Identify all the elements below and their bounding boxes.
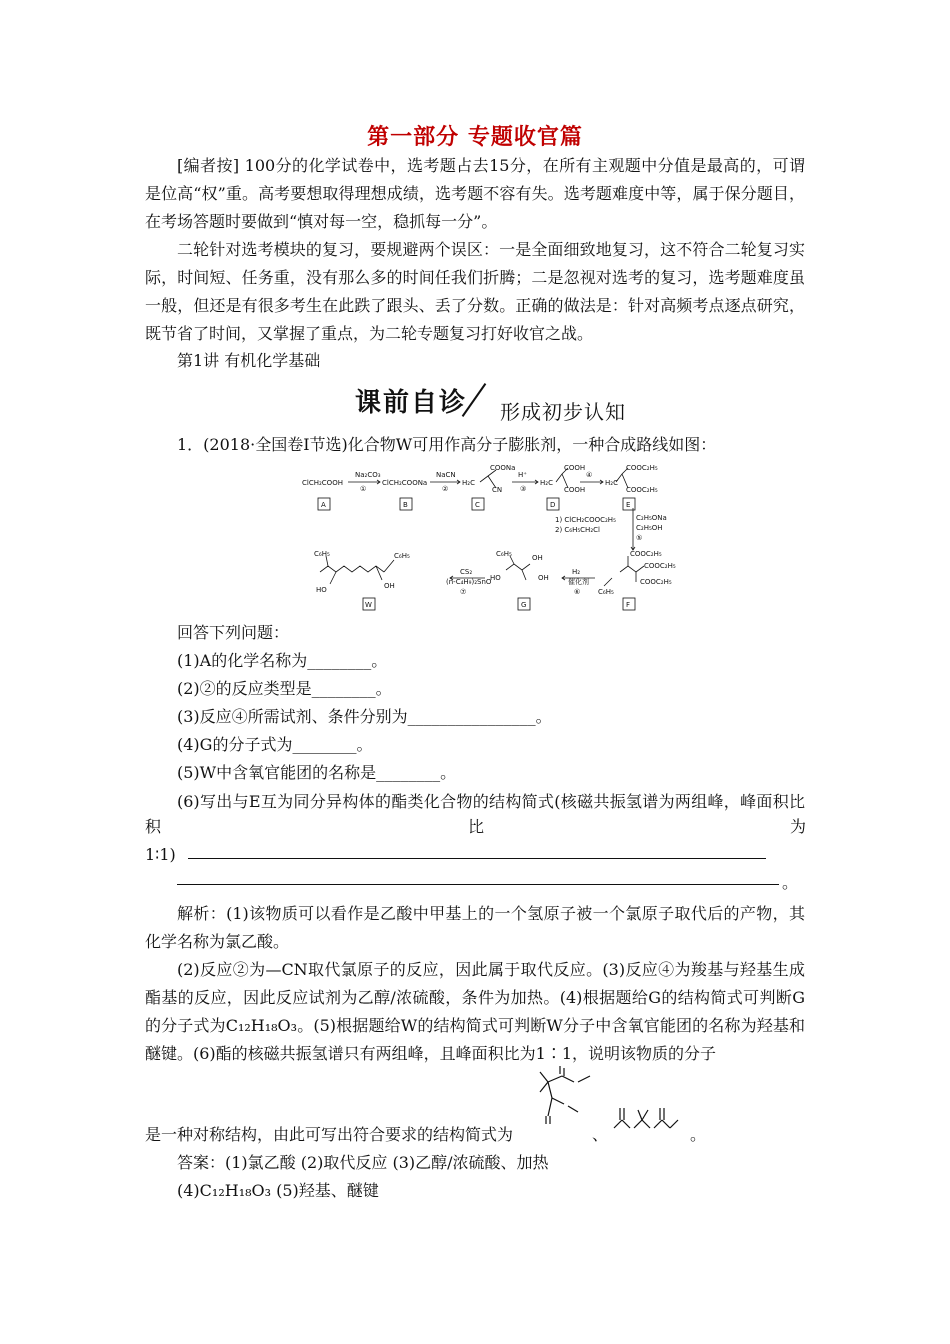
banner-sub: 形成初步认知 — [500, 400, 626, 424]
sub-question-2: (2)②的反应类型是________。 — [177, 679, 392, 698]
reagent-c2h5oh: C₂H₅OH — [636, 524, 663, 532]
scheme-c-coona: COONa — [490, 464, 516, 472]
q6-word-3: 为 — [790, 817, 807, 836]
editor-note: [编者按] 100分的化学试卷中，选考题占去15分，在所有主观题中分值是最高的，可谓是位高“权”重。高考要想取得理想成绩，选考题不容有失。选考题难度中等，属于保分题目，在考场答题时要做到“慎对每一空，稳抓每一分”。 — [145, 156, 805, 231]
answer-blank-1[interactable] — [188, 858, 766, 859]
reagent-step5: ⑤ — [636, 534, 643, 542]
q6-word-2: 比 — [468, 817, 485, 836]
section-banner — [355, 382, 635, 428]
reagent-c2h5ona: C₂H₅ONa — [636, 514, 667, 522]
label-b: B — [403, 501, 408, 509]
reagent-catalyst: 催化剂 — [568, 578, 589, 586]
answer-blank-period: 。 — [782, 873, 799, 892]
scheme-e-ester1: COOC₂H₅ — [626, 464, 658, 472]
scheme-h2c-e: H₂C — [605, 479, 618, 487]
sub-question-1: (1)A的化学名称为________。 — [177, 651, 388, 670]
answer-line-1: 答案：(1)氯乙酸 (2)取代反应 (3)乙醇/浓硫酸、加热 — [177, 1153, 549, 1172]
label-d: D — [550, 501, 556, 509]
label-f: F — [626, 601, 631, 609]
reagent-step7: ⑦ — [460, 588, 467, 596]
synthesis-scheme-svg — [300, 460, 690, 615]
label-e: E — [626, 501, 631, 509]
page-title: 第一部分 专题收官篇 — [367, 125, 583, 150]
analysis-paragraph-1: 解析：(1)该物质可以看作是乙酸中甲基上的一个氢原子被一个氯原子取代后的产物，其化学名称为氯乙酸。 — [145, 904, 805, 951]
question-stem: 1．(2018·全国卷Ⅰ节选)化合物W可用作高分子膨胀剂，一种合成路线如图： — [177, 435, 717, 454]
analysis-paragraph-2: (2)反应②为—CN取代氯原子的反应，因此属于取代反应。(3)反应④为羧基与羟基生成酯基的反应，因此反应试剂为乙醇/浓硫酸，条件为加热。(4)根据题给G的结构简式可判断G的分子式为C₁₂H₁₈O₃。(5)根据题给W的结构简式可判断W分子中含氧官能团的名称为羟基和醚键。(6)酯的核磁共振氢谱只有两组峰，且峰面积比为1∶1，说明该物质的分子 — [145, 960, 805, 1063]
reagent-benzyl-cl: 2) C₆H₅CH₂Cl — [555, 526, 600, 534]
questions-prompt: 回答下列问题： — [177, 623, 290, 642]
reagent-step4: ④ — [586, 471, 593, 479]
sub-question-5: (5)W中含氧官能团的名称是________。 — [177, 763, 457, 782]
label-g: G — [521, 601, 527, 609]
ester-structure-2 — [610, 1098, 702, 1147]
q6-word-1: 积 — [145, 817, 162, 836]
reagent-na2co3: Na₂CO₃ — [355, 471, 381, 479]
structure-separator: 、 — [592, 1125, 609, 1144]
answer-line-2: (4)C₁₂H₁₈O₃ (5)羟基、醚键 — [177, 1181, 379, 1200]
scheme-d-cooh1: COOH — [564, 464, 586, 472]
scheme-species-a: ClCH₂COOH — [302, 479, 343, 487]
reagent-cs2: CS₂ — [460, 568, 473, 576]
reagent-h-plus: H⁺ — [518, 471, 527, 479]
scheme-g-ho: HO — [490, 574, 501, 582]
scheme-w-phenyl1: C₆H₅ — [314, 550, 330, 558]
reagent-nacn: NaCN — [436, 471, 456, 479]
reagent-step6: ⑥ — [574, 588, 581, 596]
scheme-f-ester2: COOC₂H₅ — [644, 562, 676, 570]
label-a: A — [321, 501, 326, 509]
scheme-g-oh2: OH — [538, 574, 549, 582]
answer-blank-2[interactable] — [177, 884, 779, 885]
synthesis-scheme — [300, 460, 690, 615]
scheme-g-oh1: OH — [532, 554, 543, 562]
scheme-w-ho: HO — [316, 586, 327, 594]
scheme-w-phenyl2: C₆H₅ — [394, 552, 410, 560]
scheme-h2c-c: H₂C — [462, 479, 475, 487]
scheme-e-ester2: COOC₂H₅ — [626, 486, 658, 494]
scheme-species-b: ClCH₂COONa — [382, 479, 428, 487]
reagent-step3: ③ — [520, 485, 527, 493]
analysis-paragraph-3: 是一种对称结构，由此可写出符合要求的结构简式为 — [145, 1125, 514, 1144]
reagent-clch2coo: 1) ClCH₂COOC₂H₅ — [555, 516, 616, 524]
scheme-f-ester3: COOC₂H₅ — [640, 578, 672, 586]
reagent-tin: (n-C₄H₉)₂SnO — [446, 578, 492, 586]
scheme-f-phenyl: C₆H₅ — [598, 588, 614, 596]
intro-paragraph: 二轮针对选考模块的复习，要规避两个误区：一是全面细致地复习，这不符合二轮复习实际，时间短、任务重，没有那么多的时间任我们折腾；二是忽视对选考的复习，选考题难度虽一般，但还是有很多考生在此跌了跟头、丢了分数。正确的做法是：针对高频考点逐点研究，既节省了时间，又掌握了重点，为二轮专题复习打好收官之战。 — [145, 240, 805, 343]
scheme-w-oh: OH — [384, 582, 395, 590]
scheme-c-cn: CN — [492, 486, 503, 494]
sub-question-3: (3)反应④所需试剂、条件分别为________________。 — [177, 707, 552, 726]
scheme-d-cooh2: COOH — [564, 486, 586, 494]
lecture-heading: 第1讲 有机化学基础 — [177, 351, 321, 370]
ester-structure-2-svg — [610, 1098, 702, 1143]
reagent-step1: ① — [360, 485, 367, 493]
label-w: W — [365, 601, 372, 609]
scheme-g-phenyl: C₆H₅ — [496, 550, 512, 558]
structure-end-period: 。 — [690, 1125, 707, 1144]
reagent-step2: ② — [442, 485, 449, 493]
ester-structure-1 — [520, 1064, 595, 1148]
ester-structure-1-svg — [520, 1064, 595, 1144]
sub-question-4: (4)G的分子式为________。 — [177, 735, 373, 754]
label-c: C — [475, 501, 480, 509]
banner-main: 课前自诊 — [355, 388, 468, 418]
reagent-h2: H₂ — [572, 568, 581, 576]
scheme-h2c-d: H₂C — [540, 479, 553, 487]
sub-question-6: (6)写出与E互为同分异构体的酯类化合物的结构简式(核磁共振氢谱为两组峰，峰面积比 — [177, 792, 805, 811]
q6-ratio: 1∶1) — [145, 845, 176, 864]
scheme-f-ester1: COOC₂H₅ — [630, 550, 662, 558]
